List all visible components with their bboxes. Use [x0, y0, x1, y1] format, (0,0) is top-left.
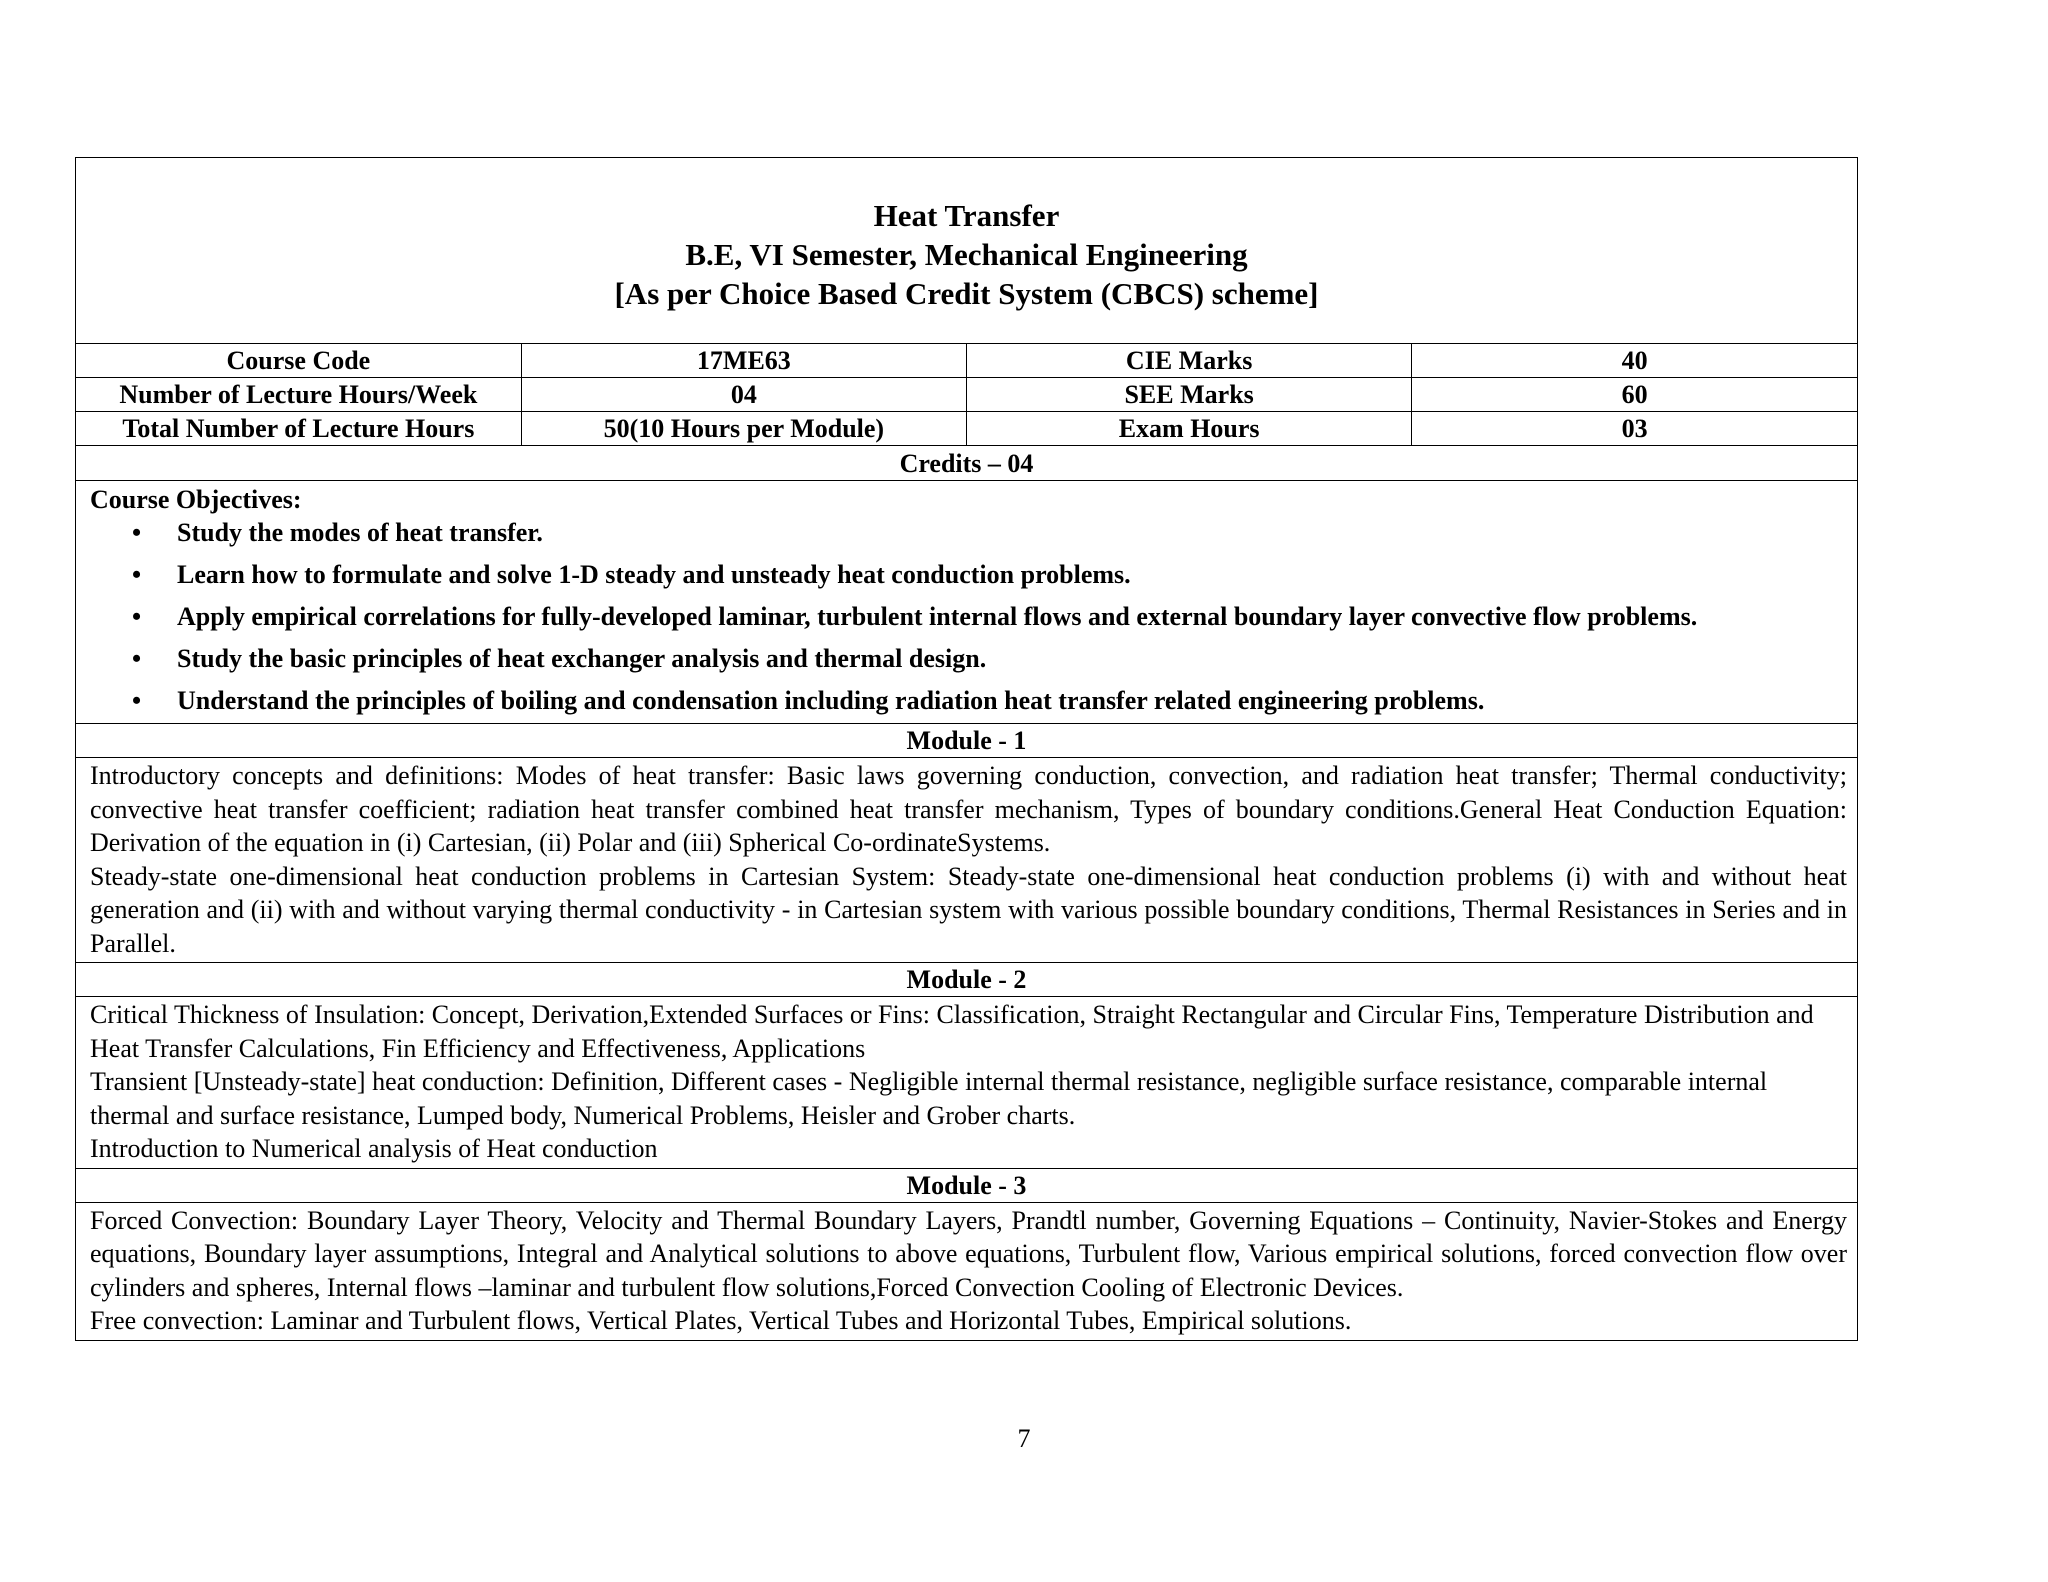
objective-text: Study the modes of heat transfer.: [177, 518, 543, 547]
bullet-icon: •: [132, 602, 142, 631]
module-2-heading: Module - 2: [76, 963, 1857, 997]
objective-text: Understand the principles of boiling and condensation including radiation heat transfer related engineering problems.: [177, 686, 1485, 715]
module-paragraph: Steady-state one-dimensional heat conduction problems in Cartesian System: Steady-state one-dimensional heat conduction problems (i) with and without heat generation and (ii) with and without varying thermal conductivity - in Cartesian system with various possible boundary conditions, Thermal Resistances in Series and in Parallel.: [90, 861, 1847, 958]
table-cell: CIE Marks: [967, 344, 1412, 378]
table-cell: 40: [1412, 344, 1857, 378]
objectives-list: [90, 517, 1843, 717]
table-cell: Exam Hours: [967, 412, 1412, 446]
list-item: [90, 685, 1843, 717]
module-paragraph: Forced Convection: Boundary Layer Theory, Velocity and Thermal Boundary Layers, Prandtl number, Governing Equations – Continuity, Navier-Stokes and Energy equations, Boundary layer assumptions, Integral and Analytical solutions to above equations, Turbulent flow, Various empirical solutions, forced convection flow over cylinders and spheres, Internal flows –laminar and turbulent flow solutions,Forced Convection Cooling of Electronic Devices.: [90, 1205, 1847, 1302]
list-item: [90, 601, 1843, 633]
bullet-icon: •: [132, 560, 142, 589]
info-table-wrapper: [76, 344, 1857, 446]
list-item: [90, 517, 1843, 549]
module-1-heading: Module - 1: [76, 724, 1857, 758]
table-row: [76, 344, 1857, 378]
title-block: [76, 158, 1857, 344]
objective-text: Learn how to formulate and solve 1-D steady and unsteady heat conduction problems.: [177, 560, 1131, 589]
objectives-heading: Course Objectives:: [90, 485, 302, 514]
table-cell: Number of Lecture Hours/Week: [76, 378, 521, 412]
course-title: Heat Transfer: [873, 198, 1060, 233]
module-paragraph: Free convection: Laminar and Turbulent flows, Vertical Plates, Vertical Tubes and Horizontal Tubes, Empirical solutions.: [90, 1306, 1352, 1335]
course-objectives: [76, 481, 1857, 724]
objective-text: Apply empirical correlations for fully-developed laminar, turbulent internal flows and external boundary layer convective flow problems.: [177, 602, 1698, 631]
table-cell: 50(10 Hours per Module): [521, 412, 966, 446]
module-2-content: [76, 997, 1857, 1169]
syllabus-document: [75, 157, 1858, 1341]
module-3-content: [76, 1203, 1857, 1340]
credits-row: Credits – 04: [76, 446, 1857, 481]
course-scheme: [As per Choice Based Credit System (CBCS) scheme]: [614, 276, 1319, 311]
course-subtitle: B.E, VI Semester, Mechanical Engineering: [685, 237, 1248, 272]
table-row: [76, 412, 1857, 446]
bullet-icon: •: [132, 518, 142, 547]
table-cell: Course Code: [76, 344, 521, 378]
table-cell: 03: [1621, 414, 1648, 443]
table-cell: SEE Marks: [967, 378, 1412, 412]
table-cell: 17ME63: [521, 344, 966, 378]
list-item: [90, 643, 1843, 675]
module-paragraph: Transient [Unsteady-state] heat conduction: Definition, Different cases - Negligible internal thermal resistance, negligible surface resistance, comparable internal thermal and surface resistance, Lumped body, Numerical Problems, Heisler and Grober charts.: [90, 1067, 1768, 1130]
page-number: 7: [1017, 1424, 1031, 1453]
course-info-table: [76, 344, 1857, 445]
objective-text: Study the basic principles of heat exchanger analysis and thermal design.: [177, 644, 987, 673]
table-row: [76, 378, 1857, 412]
module-paragraph: Critical Thickness of Insulation: Concept, Derivation,Extended Surfaces or Fins: Classification, Straight Rectangular and Circular Fins, Temperature Distribution and Heat Transfer Calculations, Fin Efficiency and Effectiveness, Applications: [90, 1000, 1814, 1063]
bullet-icon: •: [132, 644, 142, 673]
module-3-heading: Module - 3: [76, 1169, 1857, 1203]
table-cell: Total Number of Lecture Hours: [76, 412, 521, 446]
module-paragraph: Introductory concepts and definitions: Modes of heat transfer: Basic laws governing conduction, convection, and radiation heat transfer; Thermal conductivity; convective heat transfer coefficient; radiation heat transfer combined heat transfer mechanism, Types of boundary conditions.General Heat Conduction Equation: Derivation of the equation in (i) Cartesian, (ii) Polar and (iii) Spherical Co-ordinateSystems.: [90, 761, 1847, 857]
bullet-icon: •: [132, 686, 142, 715]
list-item: [90, 559, 1843, 591]
module-1-content: [76, 758, 1857, 963]
module-paragraph: Introduction to Numerical analysis of Heat conduction: [90, 1134, 658, 1163]
table-cell: 04: [521, 378, 966, 412]
table-cell: 60: [1412, 378, 1857, 412]
